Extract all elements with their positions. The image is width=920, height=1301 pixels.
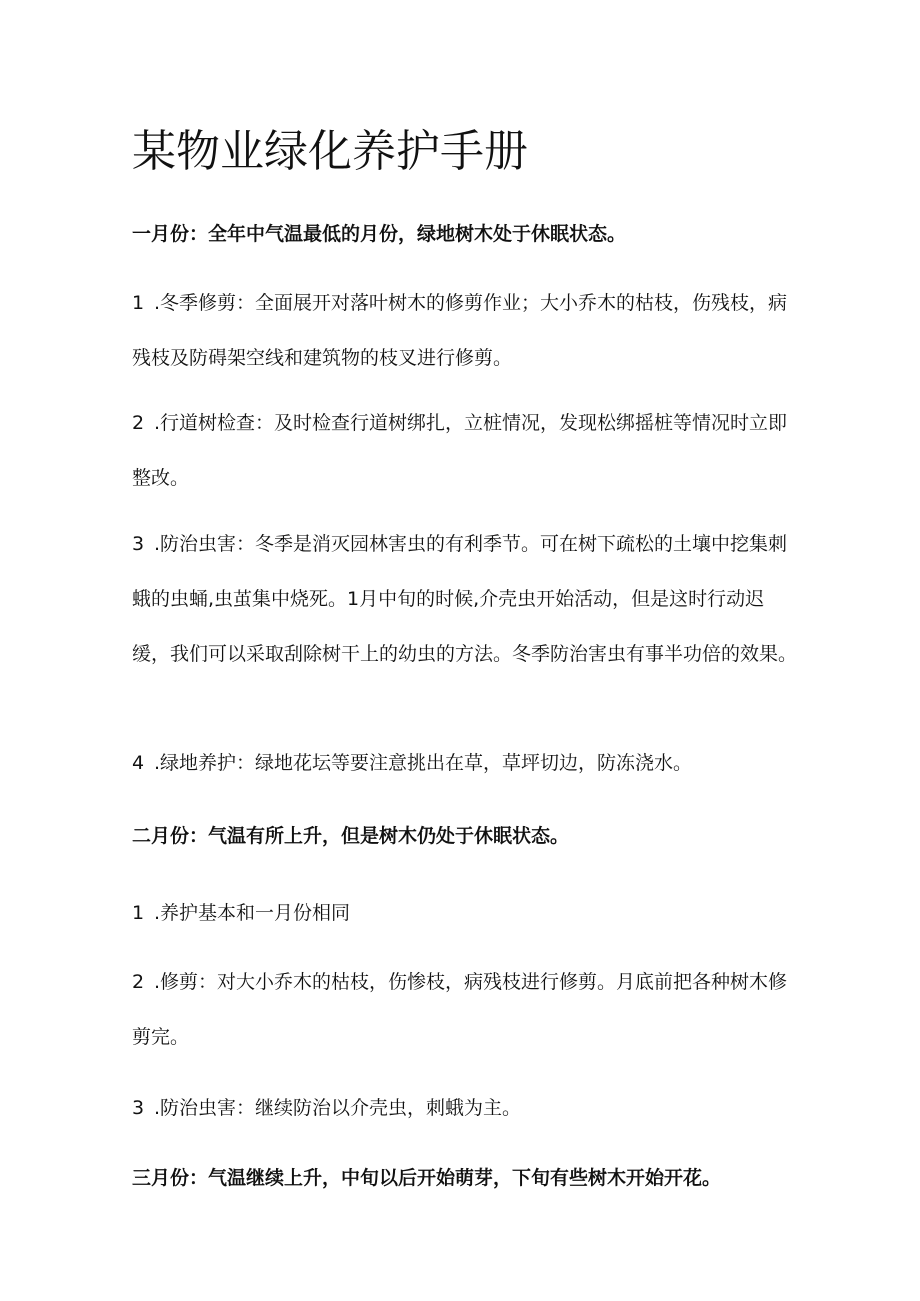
- month-heading-march: 三月份：气温继续上升，中旬以后开始萌芽，下旬有些树木开始开花。: [132, 1167, 722, 1189]
- list-item: [132, 517, 802, 682]
- item-number: 2: [132, 412, 145, 434]
- item-number: 1: [132, 902, 145, 924]
- month-heading-january: 一月份：全年中气温最低的月份，绿地树木处于休眠状态。: [132, 223, 627, 245]
- item-text: .防治虫害：冬季是消灭园林害虫的有利季节。可在树下疏松的土壤中挖集刺蛾的虫蛹,虫茧集中烧死。1月中旬的时候,介壳虫开始活动，但是这时行动迟缓，我们可以采取刮除树干上的幼虫的方法。冬季防治害虫有事半功倍的效果。: [132, 533, 798, 665]
- list-item: [132, 276, 802, 386]
- item-number: 1: [132, 292, 145, 314]
- document-title: 某物业绿化养护手册: [132, 126, 528, 177]
- item-text: .修剪：对大小乔木的枯枝，伤惨枝，病残枝进行修剪。月底前把各种树木修剪完。: [132, 971, 788, 1048]
- item-text: .绿地养护：绿地花坛等要注意挑出在草，草坪切边，防冻浇水。: [154, 752, 693, 774]
- item-text: .养护基本和一月份相同: [154, 902, 351, 924]
- item-number: 3: [132, 1097, 145, 1119]
- item-text: .冬季修剪：全面展开对落叶树木的修剪作业；大小乔木的枯枝，伤残枝，病残枝及防碍架空线和建筑物的枝叉进行修剪。: [132, 292, 788, 369]
- list-item: [132, 955, 802, 1065]
- list-item: [132, 736, 802, 791]
- list-item: [132, 1081, 802, 1136]
- item-number: 2: [132, 971, 145, 993]
- item-number: 3: [132, 533, 145, 555]
- list-item: [132, 886, 802, 941]
- month-heading-february: 二月份：气温有所上升，但是树木仍处于休眠状态。: [132, 825, 570, 847]
- item-text: .防治虫害：继续防治以介壳虫，刺蛾为主。: [154, 1097, 522, 1119]
- item-text: .行道树检查：及时检查行道树绑扎，立桩情况，发现松绑摇桩等情况时立即整改。: [132, 412, 788, 489]
- list-item: [132, 396, 802, 506]
- item-number: 4: [132, 752, 145, 774]
